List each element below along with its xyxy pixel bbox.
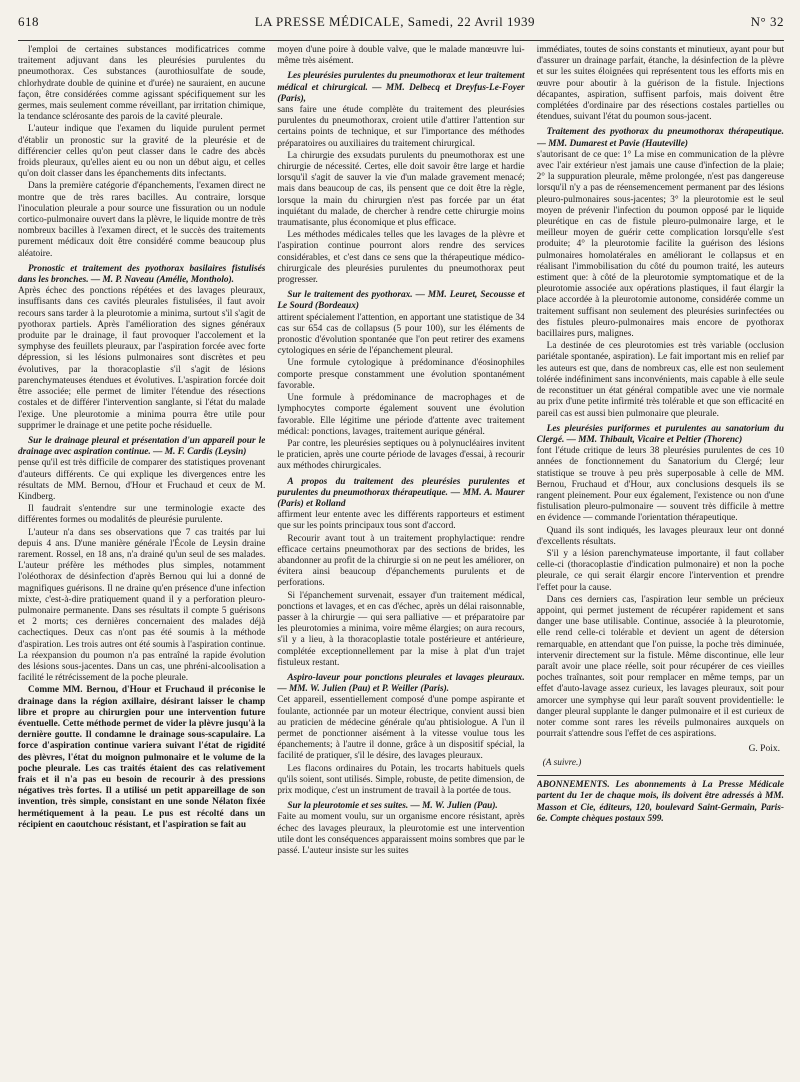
to-be-continued: (A suivre.) [542,757,582,768]
paragraph: attirent spécialement l'attention, en apportant une statistique de 34 cas sur 654 cas de collapsus (5 pour 100), sur les éléments de pronostic d'évolution spontanée que l'on peut retirer des examens cytologiques en série de l'épanchement pleural. [277,312,525,357]
column-left [18,45,265,1065]
paragraph: Si l'épanchement survenait, essayer d'un traitement médical, ponctions et lavages, et en cas d'échec, après un délai raisonnable, passer à la chirurgie — qui sera palliative — et préparatoire par les pleurotomies a minima, voire même élargies; on aura recours, s'il y a lieu, à la thoracoplastie totale postérieure et antérieure, complétée exceptionnellement par la mise à plat d'un trajet fistuleux restant. [277,590,525,668]
page-header [18,14,784,36]
subscription-notice: ABONNEMENTS. Les abonnements à La Presse Médicale partent du 1er de chaque mois, ils doivent être adressés à MM. Masson et Cie, éditeurs, 120, boulevard Saint-Germain, Paris-6e. Compte chèques postaux 599. [537,775,784,826]
section-heading: A propos du traitement des pleurésies purulentes et purulentes du pneumothorax thérapeutique. — MM. A. Maurer (Paris) et Rolland [277,476,525,509]
paragraph: L'auteur indique que l'examen du liquide purulent permet d'établir un pronostic sur la gravité de la pleurésie et de différencier celles qu'on peut classer dans le cadre des abcès froids pleuraux, qu'elles aient eu ou non un début aigu, et celles qu'on doit classer dans les épanchements dits infectants. [18,124,266,180]
paragraph: immédiates, toutes de soins constants et minutieux, ayant pour but d'assurer un drainage parfait, étanche, la désinfection de la plèvre et sur les suites éloignées qui représentent tous les efforts mis en œuvre pour aboutir à la guérison de la fistule. Injections décapantes, aspiration, suffisent parfois, mais doivent être complétées d'ordinaire par des résections costales partielles ou étendues, suivant l'état du poumon sous-jacent. [536,45,784,123]
section-heading: Sur le drainage pleural et présentation d'un appareil pour le drainage avec aspiration continue. — M. F. Cardis (Leysin) [18,435,266,458]
column-right [537,45,784,1065]
paragraph: affirment leur entente avec les différents rapporteurs et estiment que sur les points principaux tous sont d'accord. [277,510,525,532]
issue-number: N° 32 [750,14,784,29]
paragraph: Il faudrait s'entendre sur une terminologie exacte des différentes formes ou modalités de pleurésie purulente. [18,504,266,526]
paragraph: sans faire une étude complète du traitement des pleurésies purulentes du pneumothorax, croient utile d'attirer l'attention sur certains points de technique, et sur l'importance des méthodes préparatoires ou auxiliaires du traitement chirurgical. [277,105,525,149]
section-heading: Pronostic et traitement des pyothorax basilaires fistulisés dans les bronches. — M. P. Naveau (Amélie, Montholo). [18,263,266,286]
paragraph: Faite au moment voulu, sur un organisme encore résistant, après échec des lavages pleuraux, la pleurotomie est une intervention utile dont les conséquences apparaissent moins sombres que par le passé. L'auteur insiste sur les suites [277,812,525,857]
header-rule [18,40,784,41]
paragraph: Dans la première catégorie d'épanchements, l'examen direct ne montre que de très rares bacilles. Au contraire, lorsque l'inoculation pleurale a pour source une fissuration ou un nodule cortico-pulmonaire ouvert dans la plèvre, le liquide montre de très nombreux bacilles à l'examen direct, et le succès des traitements purement médicaux doit être considéré comme beaucoup plus aléatoire. [18,181,266,259]
section-heading: Sur le traitement des pyothorax. — MM. Leuret, Secousse et Le Sourd (Bordeaux) [277,290,525,312]
section-heading: Traitement des pyothorax du pneumothorax thérapeutique. — MM. Dumarest et Pavie (Hauteville) [536,127,784,149]
section-heading: Les pleurésies puriformes et purulentes au sanatorium du Clergé. — MM. Thibault, Vicaire et Peltier (Thorenc) [536,423,784,445]
section-heading: Aspiro-laveur pour ponctions pleurales et lavages pleuraux. — MM. W. Julien (Pau) et P. Weiller (Paris). [277,672,525,695]
section-heading: Les pleurésies purulentes du pneumothorax et leur traitement médical et chirurgical. — MM. Delbecq et Dreyfus-Le-Foyer (Paris), [277,71,525,104]
paragraph: font l'étude critique de leurs 38 pleurésies purulentes de ces 10 années de fonctionnement du Sanatorium du Clergé; leur statistique se trouve à peu près superposable à celle de MM. Bernou, Fruchaud et d'Hour, aux conclusions desquels ils se rangent pleinement. Pour eux également, l'existence ou non d'une fistulisation pleuro-pulmonaire — souvent très difficile à mettre en évidence — commande l'orientation thérapeutique. [536,446,784,524]
paragraph: S'il y a lésion parenchymateuse importante, il faut collaber celle-ci (thoracoplastie d'indication pulmonaire) et non la poche pleurale, ce qui serait élargir encore l'intervention et prendre l'effet pour la cause. [536,548,784,593]
paragraph: La destinée de ces pleurotomies est très variable (occlusion pariétale spontanée, aspiration). Le fait important mis en relief par les auteurs est que, dans de nombreux cas, elle est non seulement tolérée indéfiniment sans inconvénients, mais capable à elle seule de reconstituer un état général compatible avec une vie normale au prix d'une petite infirmité très tolérable et que son efficacité en pareil cas est aussi bien pulmonaire que pleurale. [536,341,784,419]
paragraph: La chirurgie des exsudats purulents du pneumothorax est une chirurgie de nécessité. Certes, elle doit savoir être large et hardie lorsqu'il s'agit de sauver la vie d'un malade gravement menacé; mais dans beaucoup de cas, ils pensent que ce doit être la règle, lorsque la main du chirurgien n'est pas forcée par un état inquiétant du malade, de chercher à rendre cette chirurgie moins traumatisante, plus économique et plus efficace. [277,150,525,229]
paragraph: moyen d'une poire à double valve, que le malade manœuvre lui-même très aisément. [277,45,525,67]
journal-title: LA PRESSE MÉDICALE, Samedi, 22 Avril 1939 [254,14,535,29]
paragraph: Après échec des ponctions répétées et des lavages pleuraux, insuffisants dans ces cavités pleurales fistulisées, il faut avoir recours sans tarder à la pleurotomie a minima, surtout s'il s'agit de pyothorax partiels. Après l'amélioration des signes généraux produite par le drainage, il faut provoquer l'accolement et la symphyse des feuillets pleuraux, par l'aspiration forcée avec forte dépression, si les lésions pulmonaires sont discrètes et peu évolutives, par la thoracoplastie s'il s'agit de lésions parenchymateuses étendues et évolutives. L'aspiration forcée doit être associée; elle permet de limiter l'étendue des résections costales et de différer l'intervention sanglante, si l'état du malade l'exige. Une pleurotomie a minima pourra être utile pour supprimer le drainage et une petite poche résiduelle. [18,286,266,431]
column-right-body [537,45,784,740]
paragraph: L'auteur n'a dans ses observations que 7 cas traités par lui depuis 4 ans. D'une manière générale l'École de Leysin draine rarement. Rossel, en 18 ans, n'a drainé qu'un seul de ses malades. L'auteur préfère les méthodes plus simples, notamment l'oléothorax de désinfection d'après Bernou qui lui a donné de magnifiques guérisons. Il ne draine qu'en présence d'une infection mixte, c'est-à-dire pratiquement quand il y a perforation pleuro-pulmonaire permanente. Dans ses résultats il compte 5 guérisons et 2 morts; ces dernières concernaient des malades déjà cachectiques. Deux cas n'ont pas été soumis à la méthode d'aspiration. Les trois autres ont été soumis à l'aspiration continue. La réexpansion du poumon n'a pas entraîné la rapide évolution des lésions sous-jacentes. Dans un cas, une phréni-alcoolisation a facilité le rétrécissement de la poche pleurale. [18,527,266,684]
column-middle [277,45,524,1065]
author-signature: G. Poix. [748,744,780,755]
paragraph: Quand ils sont indiqués, les lavages pleuraux leur ont donné d'excellents résultats. [536,525,784,547]
paragraph: Les flacons ordinaires du Potain, les trocarts habituels quels qu'ils soient, sont utilisés. Simple, robuste, de petite dimension, de prix modique, c'est un instrument de travail à la portée de tous. [277,763,525,796]
paragraph: Par contre, les pleurésies septiques ou à polynucléaires invitent le praticien, après une courte période de lavages d'essai, à recourir aux méthodes chirurgicales. [277,438,525,472]
paragraph: l'emploi de certaines substances modificatrices comme traitement adjuvant dans les pleurésies purulentes du pneumothorax. Ces substances (aurothiosulfate de soude, chlorhydrate double de quinine et d'urée) ne sauraient, en aucune façon, être considérées comme agissant spécifiquement sur les germes, mais seulement comme réveillant, par irritation chimique, la tendance sclérosante des parois de la cavité pleurale. [18,45,266,123]
paragraph: Cet appareil, essentiellement composé d'une pompe aspirante et foulante, actionnée par un moteur électrique, convient aussi bien au praticien de médecine générale qu'au phtisiologue. A l'un il permet de ponctionner aisément à la vitesse voulue tous les épanchements; à l'autre il donne, grâce à un dispositif spécial, la facilité de pratiquer, s'il le désire, des lavages pleuraux. [277,695,525,762]
paragraph: Les méthodes médicales telles que les lavages de la plèvre et l'aspiration continue pourront alors rendre des services considérables, et c'est dans ce sens que la thérapeutique médico-chirurgicale des pleurésies purulentes du pneumothorax peut progresser. [277,230,525,286]
paragraph: Une formule à prédominance de macrophages et de lymphocytes comporte également souvent une évolution favorable. Elle légitime une période d'attente avec traitement médical: ponctions, lavages, traitement aurique général. [277,393,525,437]
paragraph: Comme MM. Bernou, d'Hour et Fruchaud il préconise le drainage dans la région axillaire, désirant laisser le champ libre et propre au chirurgien pour une intervention future éventuelle. Cette méthode permet de vider la plèvre jusqu'à la dernière goutte. Il condamne le drainage sous-scapulaire. La force d'aspiration continue variera suivant l'état de rigidité des plèvres, l'état du moignon pulmonaire et le volume de la poche pleurale. Les cas traités étaient des cas relativement frais et il n'a pas eu besoin de recourir à des pressions négatives très fortes. Il a utilisé un petit appareillage de son invention, très simple, consistant en une sonde Nélaton fixée hermétiquement à la peau. Le pus est récolté dans un récipient en caoutchouc résistant, et l'aspiration se fait au [18,685,266,830]
paragraph: Dans ces derniers cas, l'aspiration leur semble un précieux appoint, qui permet justement de récupérer rapidement et sans danger une base utilisable. Continue, associée à la pleurotomie, elle rend celle-ci tolérable et devient un agent de détersion remarquable, en attendant que l'on puisse, la poche très diminuée, intervenir directement sur la fistule. Même discontinue, elle leur paraît avoir une place réelle, soit pour récupérer de ces vieilles poches traînantes, soit pour remplacer en même temps, par un effet d'auto-lavage assez curieux, les lavages pleuraux, soit pour amorcer une symphyse qui leur paraît souvent providentielle: le danger pleural supplante le danger pulmonaire et il est curieux de noter comme sont rares les réveils pulmonaires auxquels on pourrait s'attendre sous l'effet de ces aspirations. [536,594,784,740]
paragraph: s'autorisant de ce que: 1° La mise en communication de la plèvre avec l'air extérieur n'est jamais une cause d'infection de la plaie; 2° la suppuration pleurale, même prolongée, n'est pas dangereuse lorsqu'il n'y a pas de réensemencement permanent par des lésions pleuro-pulmonaires sous-jacentes; 3° la pleurotomie est le seul moyen de prévenir l'infection du poumon opposé par le liquide pleurétique en cas de fistule pleuro-pulmonaire large, et le meilleur moyen de guérir cette complication lorsqu'elle s'est produite; 4° la pleurotomie facilite la guérison des lésions pulmonaires homolatérales en améliorant le collapsus et en réalisant l'immobilisation du côté du poumon traité, les auteurs estiment que: à côté de la pleurotomie symptomatique et de la pleurotomie associée aux opérations plastiques, il faut élargir la place accordée à la pleurotomie autonome, considérée comme un traitement suffisant non seulement des pleurésies surinfectées ou des fistules pleuro-pulmonaires mais encore de pyothorax bacillaires purs, malignes. [536,149,784,340]
paragraph: Recourir avant tout à un traitement prophylactique: rendre efficace certains pneumothorax par des sections de brides, les abandonner au profit de la chirurgie si on ne peut les améliorer, on évitera ainsi beaucoup d'épanchements purulents et de perforations. [277,533,525,589]
paragraph: pense qu'il est très difficile de comparer des statistiques provenant d'auteurs différents. Ce qui explique les divergences entre les résultats de MM. Bernou, d'Hour et Fruchaud et ceux de M. Kindberg. [18,458,266,502]
page-number: 618 [18,14,39,29]
paragraph: Une formule cytologique à prédominance d'éosinophiles comporte presque constamment une évolution spontanément favorable. [277,358,525,391]
article-columns [18,45,784,1065]
section-heading: Sur la pleurotomie et ses suites. — M. W. Julien (Pau). [287,801,498,812]
